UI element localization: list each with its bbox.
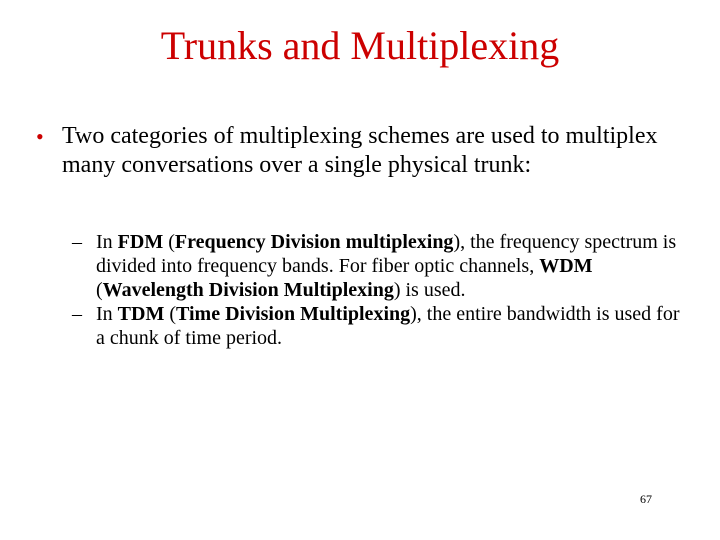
term-fdm-expansion: Frequency Division multiplexing xyxy=(174,231,454,253)
text-segment: In xyxy=(96,303,118,325)
term-tdm-expansion: Time Division Multiplexing xyxy=(176,303,411,325)
text-segment: ), the entire bandwidth is used for a chunk of time period. xyxy=(96,303,680,349)
sub-bullet-text xyxy=(96,231,676,301)
dash-marker-icon: – xyxy=(72,231,82,253)
sub-bullet-fdm xyxy=(72,230,692,302)
sub-bullet-list xyxy=(72,230,692,350)
term-fdm: FDM xyxy=(117,231,164,253)
bullet-marker-icon: • xyxy=(36,124,44,149)
main-bullet xyxy=(36,122,676,180)
text-segment: ) is used. xyxy=(393,279,466,301)
slide-title: Trunks and Multiplexing xyxy=(160,23,560,68)
sub-bullet-tdm xyxy=(72,302,692,350)
text-segment: In xyxy=(96,231,118,253)
text-segment: ), the frequency spectrum is divided into frequency bands. For fiber optic channels, xyxy=(96,231,677,277)
dash-marker-icon: – xyxy=(72,303,82,325)
page-number: 67 xyxy=(640,492,652,506)
sub-bullet-text xyxy=(96,303,680,349)
text-segment: ( xyxy=(163,231,175,253)
term-wdm-expansion: Wavelength Division Multiplexing xyxy=(102,279,394,301)
main-bullet-row xyxy=(36,122,676,180)
text-segment: ( xyxy=(96,279,103,301)
term-tdm: TDM xyxy=(117,303,165,325)
text-segment: ( xyxy=(164,303,177,325)
term-wdm: WDM xyxy=(539,255,593,277)
main-bullet-text: Two categories of multiplexing schemes are used to multiplex many conversations over a single physical trunk: xyxy=(62,123,658,178)
